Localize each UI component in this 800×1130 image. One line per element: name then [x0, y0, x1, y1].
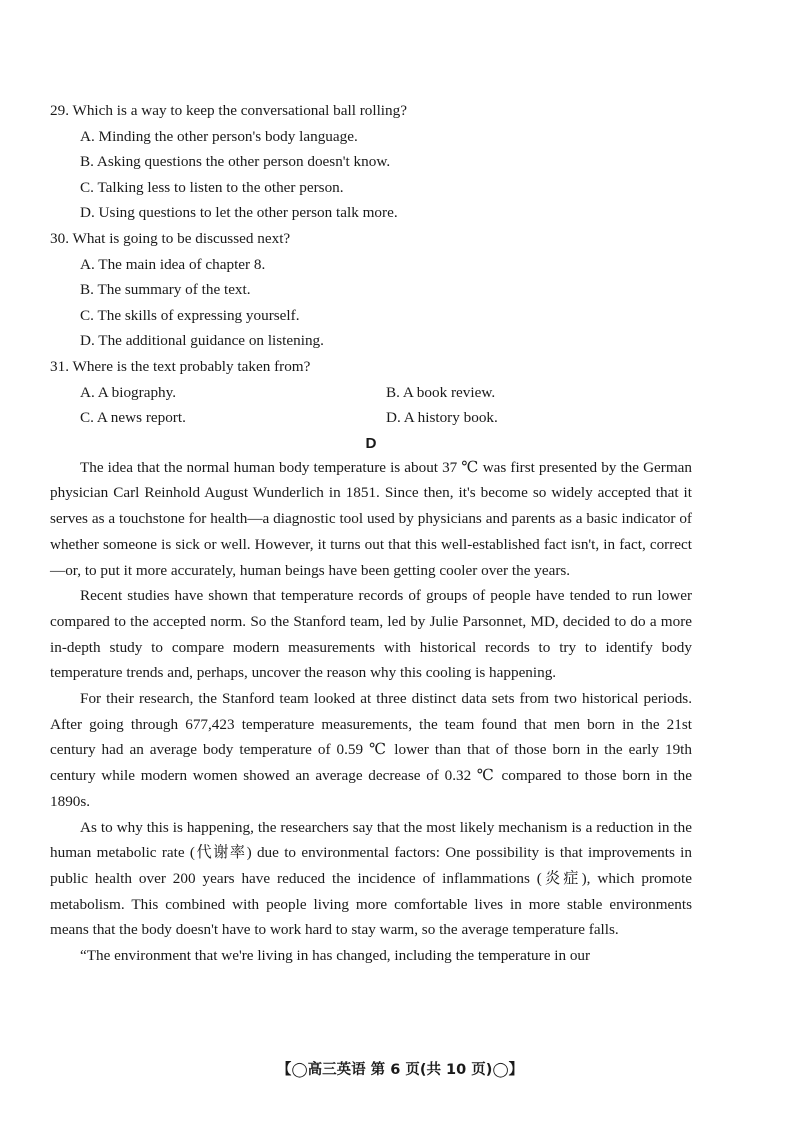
option-b: B. A book review. [386, 383, 496, 401]
question-stem: 30. What is going to be discussed next? [50, 229, 291, 247]
passage-paragraph: As to why this is happening, the researchers say that the most likely mechanism is a reduction in the human metabolic rate (代谢率) due to environmental factors: One possibility is that improvements in public health over 200 years have reduced the incidence of inflammations (炎症), which promote metabolism. This combined with people living more comfortable lives in more stable environments means that the body doesn't have to work hard to stay warm, so the average temperature falls. [50, 818, 692, 939]
option-c: C. A news report. [80, 409, 186, 427]
question-stem: 31. Where is the text probably taken from? [50, 357, 311, 375]
question-30 [50, 226, 692, 354]
passage-d [50, 455, 692, 969]
option-a: A. Minding the other person's body language. [80, 127, 358, 145]
passage-paragraph: For their research, the Stanford team looked at three distinct data sets from two historical periods. After going through 677,423 temperature measurements, the team found that men born in the 21st century had an average body temperature of 0.59 ℃ lower than that of those born in the early 19th century while modern women showed an average decrease of 0.32 ℃ compared to those born in the 1890s. [50, 690, 692, 810]
exam-page [50, 98, 692, 969]
options-row-1 [80, 380, 692, 406]
passage-paragraph: “The environment that we're living in has changed, including the temperature in our [80, 947, 591, 965]
question-31 [50, 354, 692, 431]
option-d: D. Using questions to let the other person talk more. [80, 204, 398, 222]
option-a: A. The main idea of chapter 8. [80, 255, 266, 273]
option-d: D. A history book. [386, 409, 498, 427]
option-b: B. Asking questions the other person doesn't know. [80, 153, 391, 171]
passage-paragraph: The idea that the normal human body temperature is about 37 ℃ was first presented by the German physician Carl Reinhold August Wunderlich in 1851. Since then, it's become so widely accepted that it serves as a touchstone for health—a diagnostic tool used by physicians and parents as a basic indicator of whether someone is sick or well. However, it turns out that this well-established fact isn't, in fact, correct—or, to put it more accurately, human beings have been getting cooler over the years. [50, 458, 692, 579]
question-29 [50, 98, 692, 226]
option-b: B. The summary of the text. [80, 281, 251, 299]
passage-paragraph: Recent studies have shown that temperature records of groups of people have tended to run lower compared to the accepted norm. So the Stanford team, led by Julie Parsonnet, MD, decided to do a more in-depth study to compare modern measurements with historical records to try to identify body temperature trends and, perhaps, uncover the reason why this cooling is happening. [50, 587, 692, 682]
options-row-2 [80, 405, 692, 431]
page-footer: 【◯高三英语 第 6 页(共 10 页)◯】 [276, 1062, 524, 1078]
option-d: D. The additional guidance on listening. [80, 332, 324, 350]
question-stem: 29. Which is a way to keep the conversational ball rolling? [50, 102, 407, 119]
option-c: C. The skills of expressing yourself. [80, 306, 300, 324]
section-heading: D [365, 434, 377, 452]
option-a: A. A biography. [80, 383, 177, 401]
option-c: C. Talking less to listen to the other person. [80, 178, 344, 196]
